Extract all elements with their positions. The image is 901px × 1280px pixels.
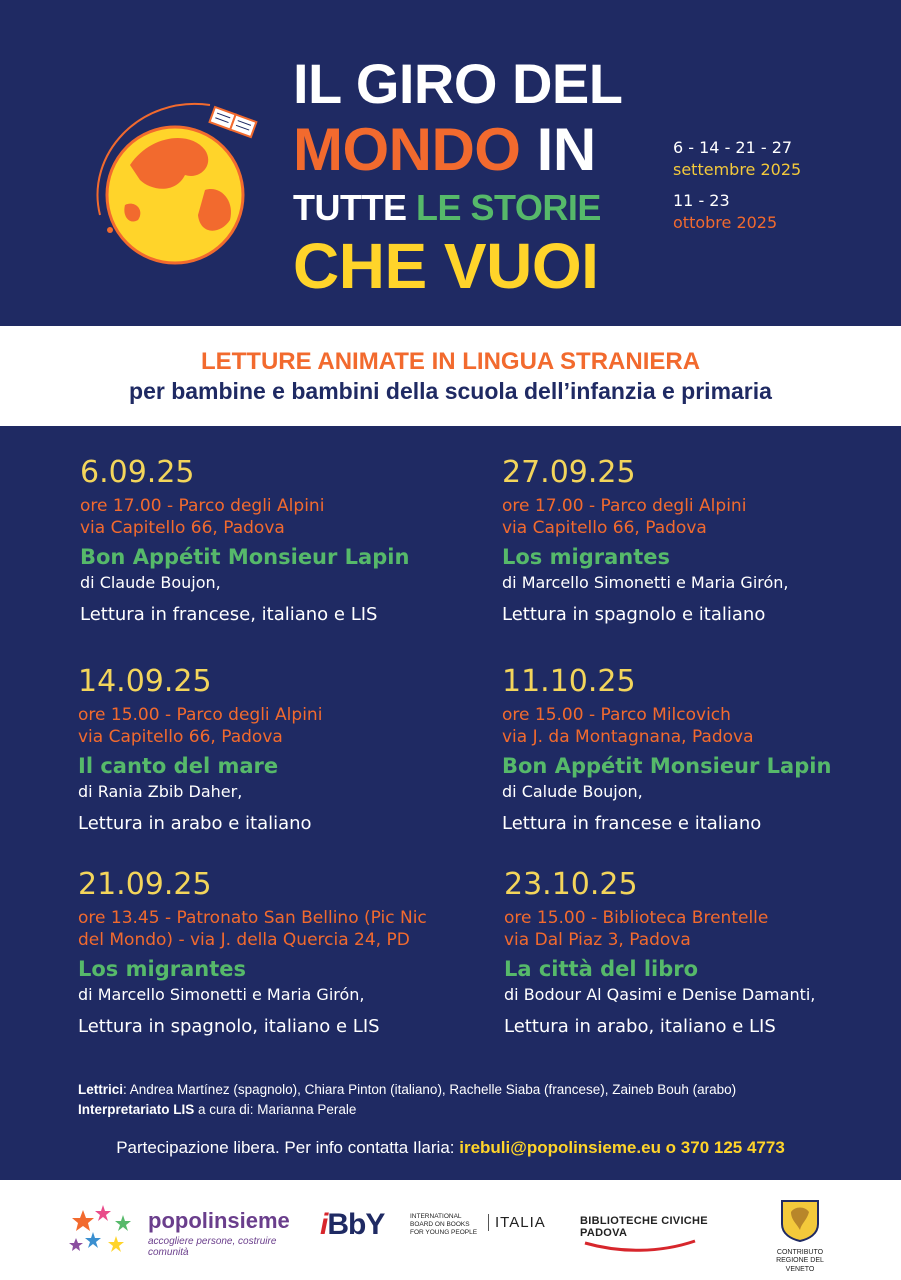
event-place-line-2: via Capitello 66, Padova bbox=[78, 727, 283, 748]
program bbox=[0, 426, 901, 1180]
biblioteche-name: BIBLIOTECHE CIVICHE PADOVA bbox=[580, 1215, 708, 1239]
event-book: La città del libro bbox=[504, 957, 699, 982]
event-book: Los migrantes bbox=[78, 957, 246, 982]
readers-label: Lettrici bbox=[78, 1082, 124, 1097]
event-language: Lettura in francese e italiano bbox=[502, 813, 762, 835]
september-days: 6 - 14 - 21 - 27 bbox=[673, 138, 793, 157]
info-text: Partecipazione libera. Per info contatta Ilaria: bbox=[116, 1138, 460, 1157]
ibby-country: ITALIA bbox=[488, 1214, 546, 1231]
event-place-line-1: ore 15.00 - Parco degli Alpini bbox=[78, 705, 323, 725]
readers-line bbox=[78, 1080, 736, 1100]
poster-title bbox=[293, 52, 623, 302]
event-card bbox=[502, 456, 892, 625]
october-days: 11 - 23 bbox=[673, 191, 730, 211]
ibby-mark-rest: BbY bbox=[327, 1208, 385, 1241]
event-place-line-1: ore 17.00 - Parco degli Alpini bbox=[502, 496, 747, 516]
event-place-line-1: ore 17.00 - Parco degli Alpini bbox=[80, 496, 325, 516]
event-date: 14.09.25 bbox=[78, 664, 212, 699]
title-mondo: MONDO bbox=[293, 116, 521, 183]
event-card bbox=[504, 868, 894, 1037]
september-month: settembre 2025 bbox=[673, 159, 802, 179]
event-card bbox=[78, 868, 468, 1037]
ibby-subtitle: INTERNATIONAL BOARD ON BOOKS FOR YOUNG PEOPLE bbox=[410, 1213, 478, 1236]
title-tutte: TUTTE bbox=[293, 187, 407, 228]
event-place-line-2: via J. da Montagnana, Padova bbox=[502, 727, 754, 748]
regione-veneto-logo bbox=[765, 1198, 835, 1274]
title-in: IN bbox=[536, 116, 596, 183]
info-line bbox=[0, 1138, 901, 1158]
lion-crest-icon bbox=[779, 1198, 821, 1242]
event-place-line-1: ore 15.00 - Biblioteca Brentelle bbox=[504, 908, 769, 928]
event-language: Lettura in spagnolo, italiano e LIS bbox=[78, 1016, 380, 1038]
popolinsieme-tagline: accogliere persone, costruire comunità bbox=[148, 1236, 277, 1258]
subtitle-audience: per bambine e bambini della scuola dell’infanzia e primaria bbox=[129, 378, 772, 404]
event-place-line-1: ore 15.00 - Parco Milcovich bbox=[502, 705, 731, 725]
title-line-1: IL GIRO DEL bbox=[293, 52, 623, 115]
regione-caption: CONTRIBUTO REGIONE DEL VENETO bbox=[776, 1249, 824, 1273]
event-date: 11.10.25 bbox=[502, 664, 636, 699]
event-place bbox=[502, 495, 892, 539]
event-date: 21.09.25 bbox=[78, 867, 212, 902]
credits bbox=[78, 1080, 736, 1121]
globe-icon bbox=[80, 95, 270, 265]
event-place-line-2: via Capitello 66, Padova bbox=[502, 518, 707, 539]
event-place bbox=[78, 907, 468, 951]
event-date: 6.09.25 bbox=[80, 455, 195, 490]
event-book: Bon Appétit Monsieur Lapin bbox=[502, 754, 832, 779]
subtitle-main: LETTURE ANIMATE IN LINGUA STRANIERA bbox=[200, 348, 701, 375]
event-language: Lettura in arabo e italiano bbox=[78, 813, 312, 835]
event-date: 23.10.25 bbox=[504, 867, 638, 902]
event-author: di Calude Boujon, bbox=[502, 782, 643, 802]
event-place bbox=[80, 495, 470, 539]
lis-line bbox=[78, 1100, 736, 1120]
footer-logos bbox=[0, 1180, 901, 1280]
header bbox=[0, 0, 901, 326]
event-language: Lettura in arabo, italiano e LIS bbox=[504, 1016, 776, 1038]
event-place-line-1: ore 13.45 - Patronato San Bellino (Pic Nic bbox=[78, 908, 427, 928]
event-place bbox=[78, 704, 468, 748]
event-dates bbox=[673, 137, 801, 233]
event-place-line-2: via Dal Piaz 3, Padova bbox=[504, 930, 691, 951]
lis-text: a cura di: Marianna Perale bbox=[194, 1102, 357, 1118]
readers-text: : Andrea Martínez (spagnolo), Chiara Pinton (italiano), Rachelle Siaba (francese), Zaineb Bouh (arabo) bbox=[123, 1082, 737, 1097]
event-card bbox=[502, 665, 892, 834]
stars-icon bbox=[68, 1200, 143, 1260]
popolinsieme-name: popolinsieme bbox=[148, 1208, 290, 1233]
swoosh-icon bbox=[580, 1239, 700, 1253]
ibby-mark bbox=[320, 1208, 384, 1242]
event-book: Bon Appétit Monsieur Lapin bbox=[80, 545, 410, 570]
event-card bbox=[78, 665, 468, 834]
october-month: ottobre 2025 bbox=[673, 212, 778, 232]
event-book: Los migrantes bbox=[502, 545, 670, 570]
event-author: di Bodour Al Qasimi e Denise Damanti, bbox=[504, 985, 816, 1005]
ibby-logo bbox=[320, 1208, 546, 1248]
title-line-2 bbox=[293, 116, 623, 183]
event-date: 27.09.25 bbox=[502, 455, 636, 490]
lis-label: Interpretariato LIS bbox=[78, 1102, 195, 1118]
biblioteche-logo bbox=[580, 1215, 740, 1258]
popolinsieme-logo bbox=[68, 1200, 298, 1260]
contact-link[interactable]: irebuli@popolinsieme.eu o 370 125 4773 bbox=[459, 1138, 785, 1157]
event-author: di Marcello Simonetti e Maria Girón, bbox=[78, 985, 365, 1005]
event-place-line-2: via Capitello 66, Padova bbox=[80, 518, 285, 539]
event-language: Lettura in spagnolo e italiano bbox=[502, 604, 766, 626]
event-book: Il canto del mare bbox=[78, 754, 279, 779]
title-line-3 bbox=[293, 187, 623, 228]
event-author: di Claude Boujon, bbox=[80, 573, 221, 593]
event-author: di Marcello Simonetti e Maria Girón, bbox=[502, 573, 789, 593]
event-card bbox=[80, 456, 470, 625]
event-language: Lettura in francese, italiano e LIS bbox=[80, 604, 378, 626]
event-author: di Rania Zbib Daher, bbox=[78, 782, 243, 802]
event-place bbox=[502, 704, 892, 748]
event-place bbox=[504, 907, 894, 951]
title-storie: LE STORIE bbox=[416, 187, 601, 228]
title-line-4: CHE VUOI bbox=[293, 230, 599, 302]
event-place-line-2: del Mondo) - via J. della Quercia 24, PD bbox=[78, 930, 410, 951]
subtitle-band bbox=[0, 326, 901, 426]
ibby-mark-i: i bbox=[320, 1208, 328, 1241]
